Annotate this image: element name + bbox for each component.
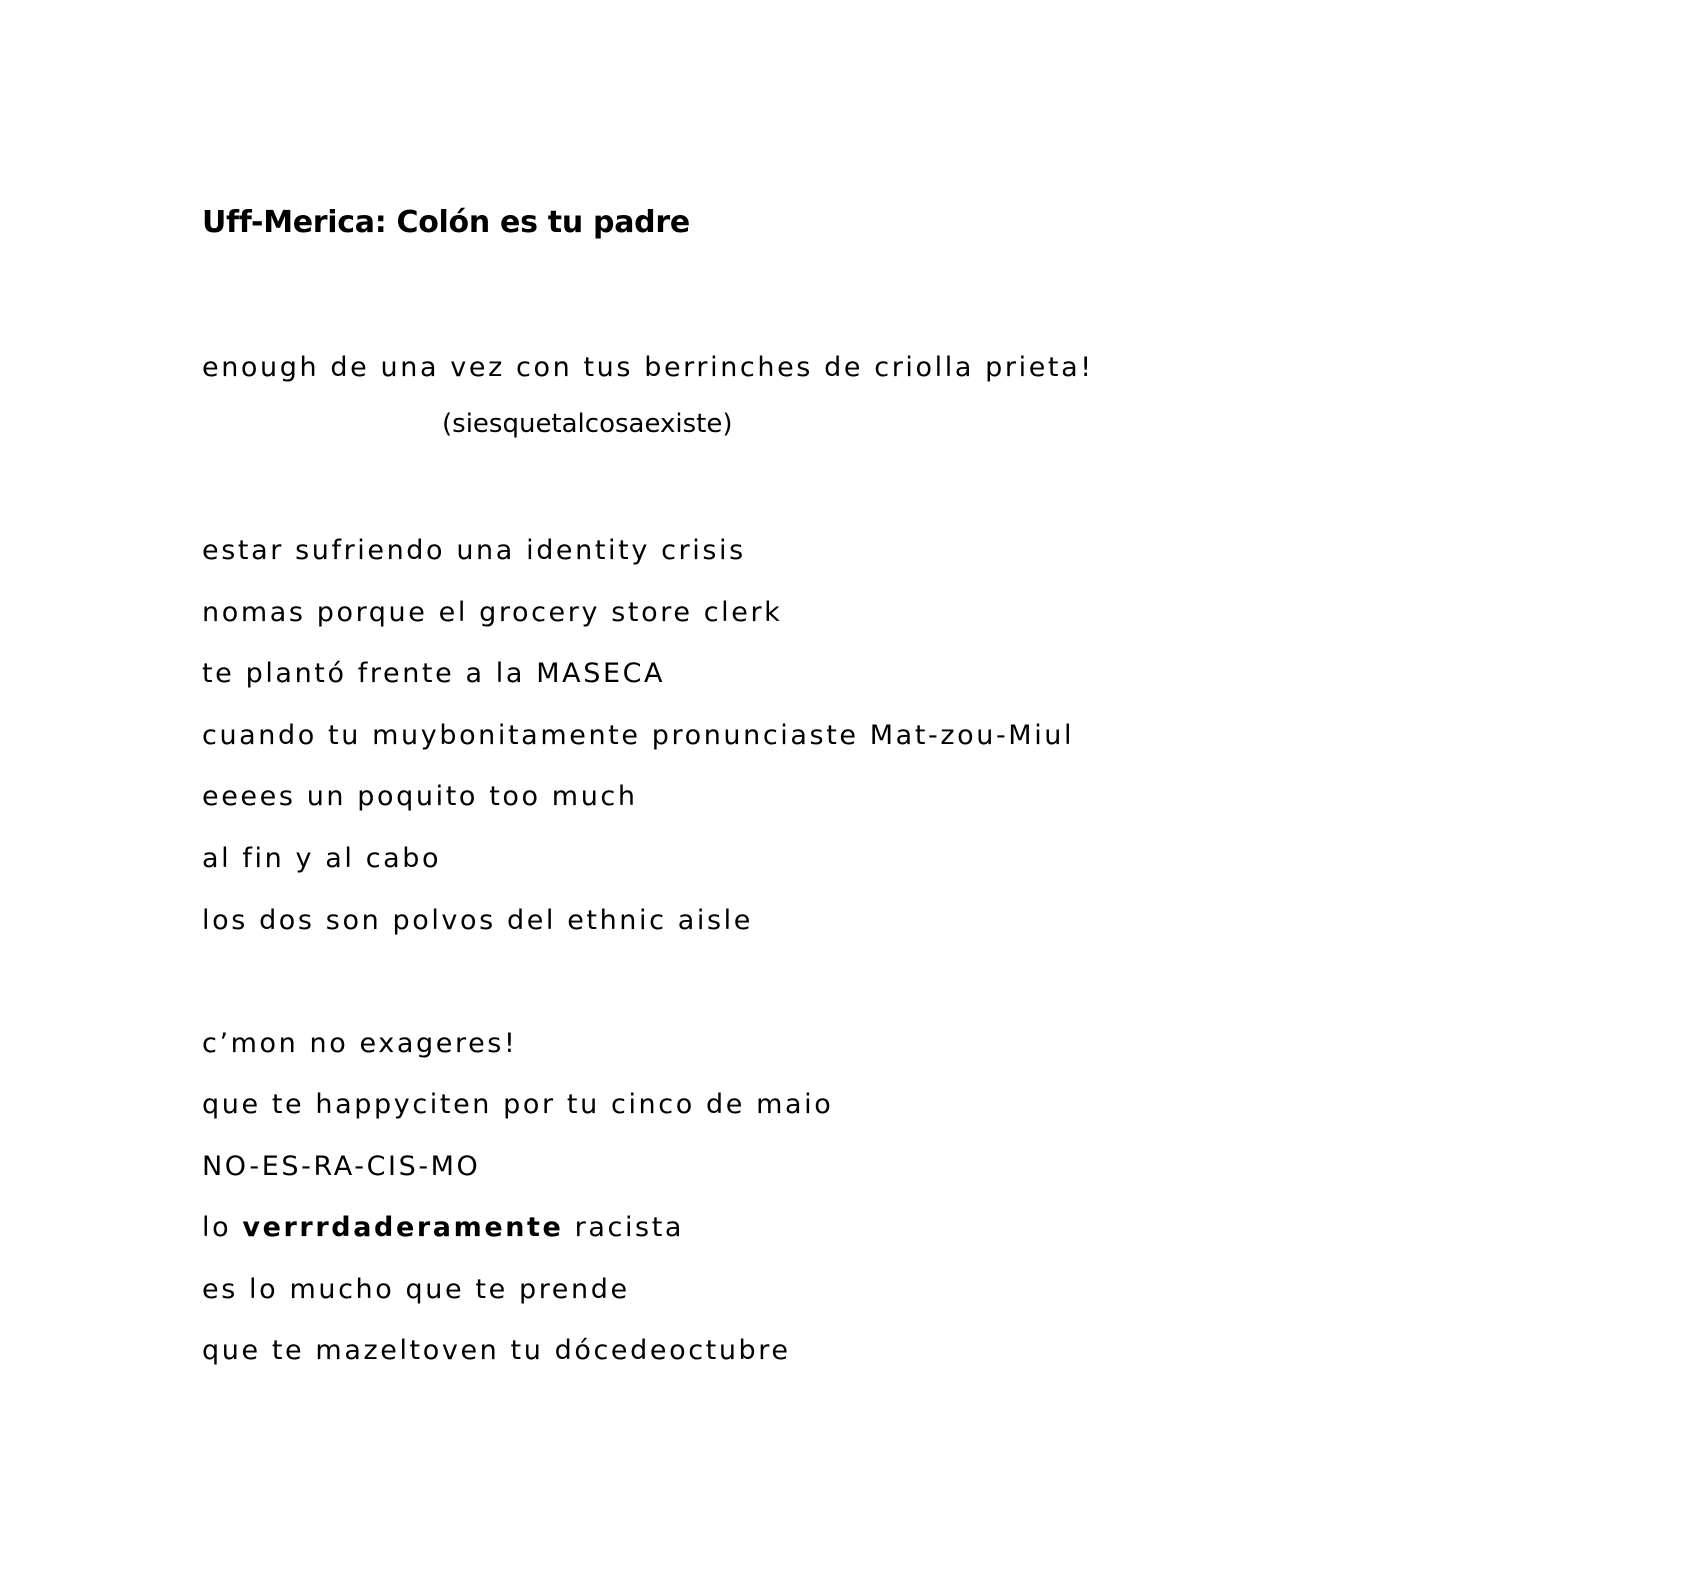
poem-line: eeees un poquito too much: [202, 781, 638, 812]
poem-line: te plantó frente a la MASECA: [202, 658, 666, 689]
poem-line: NO-ES-RA-CIS-MO: [202, 1151, 481, 1182]
poem-line: al fin y al cabo: [202, 843, 442, 874]
poem-line: los dos son polvos del ethnic aisle: [202, 905, 753, 936]
poem-line-suffix: racista: [563, 1212, 685, 1243]
poem-aside: (siesquetalcosaexiste): [442, 409, 733, 439]
poem-line: enough de una vez con tus berrinches de criolla prieta!: [202, 352, 1094, 383]
poem-line: que te mazeltoven tu dócedeoctubre: [202, 1335, 791, 1366]
poem-title: Uff-Merica: Colón es tu padre: [202, 205, 690, 240]
poem-line: que te happyciten por tu cinco de maio: [202, 1089, 834, 1120]
poem-line: nomas porque el grocery store clerk: [202, 597, 783, 628]
poem-line-emphasis: [202, 1214, 684, 1241]
poem-line: es lo mucho que te prende: [202, 1274, 630, 1305]
poem-line: c’mon no exageres!: [202, 1028, 518, 1059]
emphasized-word: verrrdaderamente: [242, 1212, 564, 1243]
poem-line-prefix: lo: [202, 1212, 243, 1243]
poem-line: cuando tu muybonitamente pronunciaste Mat-zou-Miul: [202, 720, 1075, 751]
poem-line: estar sufriendo una identity crisis: [202, 535, 746, 566]
